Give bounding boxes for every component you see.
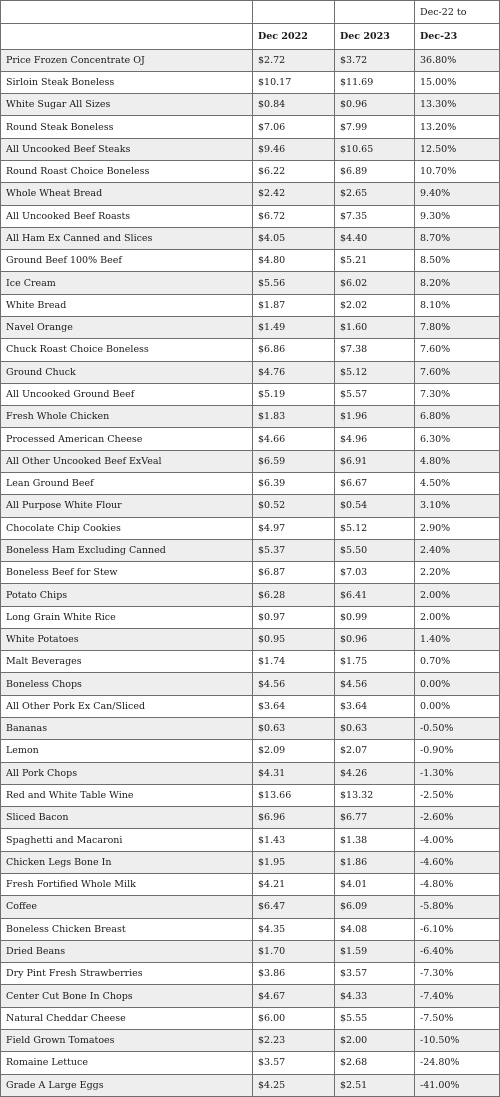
table-row: [1, 740, 500, 762]
percent-change-cell: -1.30%: [415, 762, 500, 784]
item-name-cell: All Purpose White Flour: [1, 495, 253, 517]
dec-2022-price-cell: $0.97: [253, 606, 335, 628]
percent-change-cell: 7.60%: [415, 361, 500, 383]
item-column-header: [1, 24, 253, 49]
dec-2022-price-cell: $6.96: [253, 807, 335, 829]
table-row: [1, 896, 500, 918]
table-row: [1, 495, 500, 517]
item-name-cell: Bananas: [1, 718, 253, 740]
table-row: [1, 250, 500, 272]
dec-2023-price-cell: $6.41: [335, 584, 415, 606]
header-row-top: [1, 1, 500, 24]
item-name-cell: Ground Chuck: [1, 361, 253, 383]
percent-change-cell: 13.20%: [415, 116, 500, 138]
item-name-cell: Lean Ground Beef: [1, 472, 253, 494]
dec-2022-price-cell: $4.35: [253, 918, 335, 940]
percent-change-cell: -4.00%: [415, 829, 500, 851]
table-row: [1, 851, 500, 873]
dec-2022-price-cell: $2.42: [253, 183, 335, 205]
dec-2023-price-cell: $0.54: [335, 495, 415, 517]
dec-2022-price-cell: $6.47: [253, 896, 335, 918]
table-row: [1, 205, 500, 227]
item-name-cell: Processed American Cheese: [1, 428, 253, 450]
percent-change-cell: 8.50%: [415, 250, 500, 272]
percent-change-cell: 9.40%: [415, 183, 500, 205]
table-row: [1, 472, 500, 494]
percent-change-cell: 3.10%: [415, 495, 500, 517]
dec-2022-price-cell: $4.66: [253, 428, 335, 450]
table-row: [1, 339, 500, 361]
header-blank-cell: [253, 1, 335, 24]
percent-change-cell: 2.20%: [415, 562, 500, 584]
dec-2023-price-cell: $7.35: [335, 205, 415, 227]
dec-2022-price-cell: $4.25: [253, 1074, 335, 1096]
dec-2022-price-cell: $10.17: [253, 71, 335, 93]
dec-2023-price-cell: $4.33: [335, 985, 415, 1007]
table-row: [1, 94, 500, 116]
dec-2023-price-cell: $2.51: [335, 1074, 415, 1096]
table-row: [1, 1052, 500, 1074]
dec-2022-price-cell: $1.43: [253, 829, 335, 851]
item-name-cell: White Bread: [1, 294, 253, 316]
table-row: [1, 116, 500, 138]
dec-2023-price-cell: $1.75: [335, 651, 415, 673]
table-row: [1, 1007, 500, 1029]
dec-2022-price-cell: $6.00: [253, 1007, 335, 1029]
percent-change-cell: 8.20%: [415, 272, 500, 294]
dec-2022-price-cell: $3.64: [253, 695, 335, 717]
percent-change-cell: 10.70%: [415, 161, 500, 183]
dec-2022-price-cell: $1.95: [253, 851, 335, 873]
dec-2022-price-cell: $9.46: [253, 138, 335, 160]
dec-2023-price-cell: $6.09: [335, 896, 415, 918]
dec-2022-price-cell: $1.70: [253, 940, 335, 962]
dec-2023-price-cell: $7.38: [335, 339, 415, 361]
dec-2022-price-cell: $1.49: [253, 316, 335, 338]
dec-2022-price-cell: $6.72: [253, 205, 335, 227]
percent-change-cell: 9.30%: [415, 205, 500, 227]
dec-2023-price-cell: $1.86: [335, 851, 415, 873]
dec-2022-price-cell: $4.31: [253, 762, 335, 784]
dec-2023-price-cell: $4.56: [335, 673, 415, 695]
percent-change-cell: -2.50%: [415, 784, 500, 806]
table-row: [1, 874, 500, 896]
dec-2023-price-cell: $5.57: [335, 383, 415, 405]
dec-2022-price-cell: $1.74: [253, 651, 335, 673]
dec-2023-price-cell: $11.69: [335, 71, 415, 93]
dec-2022-price-cell: $3.86: [253, 963, 335, 985]
item-name-cell: Chuck Roast Choice Boneless: [1, 339, 253, 361]
item-name-cell: Fresh Fortified Whole Milk: [1, 874, 253, 896]
percent-change-cell: -6.40%: [415, 940, 500, 962]
table-row: [1, 807, 500, 829]
dec-2022-price-cell: $6.86: [253, 339, 335, 361]
header-blank-cell: [335, 1, 415, 24]
dec-2023-price-cell: $10.65: [335, 138, 415, 160]
item-name-cell: All Uncooked Ground Beef: [1, 383, 253, 405]
dec-2023-price-cell: $2.68: [335, 1052, 415, 1074]
dec-2022-price-cell: $6.22: [253, 161, 335, 183]
dec-2022-price-cell: $1.87: [253, 294, 335, 316]
percent-change-cell: -7.50%: [415, 1007, 500, 1029]
dec-2023-price-cell: $7.99: [335, 116, 415, 138]
dec-2023-price-cell: $1.96: [335, 406, 415, 428]
item-name-cell: Romaine Lettuce: [1, 1052, 253, 1074]
dec-2022-price-cell: $4.67: [253, 985, 335, 1007]
percent-change-cell: 12.50%: [415, 138, 500, 160]
dec-2023-price-cell: $13.32: [335, 784, 415, 806]
percent-change-cell: -0.90%: [415, 740, 500, 762]
item-name-cell: Malt Beverages: [1, 651, 253, 673]
percent-change-cell: 6.30%: [415, 428, 500, 450]
percent-change-cell: 6.80%: [415, 406, 500, 428]
item-name-cell: All Other Pork Ex Can/Sliced: [1, 695, 253, 717]
table-row: [1, 562, 500, 584]
item-name-cell: Round Roast Choice Boneless: [1, 161, 253, 183]
item-name-cell: Spaghetti and Macaroni: [1, 829, 253, 851]
table-row: [1, 784, 500, 806]
dec-2022-price-cell: $2.72: [253, 49, 335, 71]
price-table-body: [1, 1, 500, 1097]
dec-2022-price-cell: $6.87: [253, 562, 335, 584]
dec-2022-price-cell: $0.52: [253, 495, 335, 517]
item-name-cell: All Uncooked Beef Steaks: [1, 138, 253, 160]
dec-2023-price-cell: $2.65: [335, 183, 415, 205]
percent-change-cell: 2.40%: [415, 539, 500, 561]
dec-2023-price-cell: $6.77: [335, 807, 415, 829]
percent-change-cell: -10.50%: [415, 1029, 500, 1051]
dec-2022-price-cell: $3.57: [253, 1052, 335, 1074]
percent-change-cell: 2.90%: [415, 517, 500, 539]
dec-2022-price-cell: $4.05: [253, 227, 335, 249]
dec-2022-price-cell: $4.56: [253, 673, 335, 695]
table-row: [1, 71, 500, 93]
item-name-cell: Boneless Ham Excluding Canned: [1, 539, 253, 561]
table-row: [1, 183, 500, 205]
dec-2023-column-header: Dec 2023: [335, 24, 415, 49]
item-name-cell: Red and White Table Wine: [1, 784, 253, 806]
dec-2023-price-cell: $1.60: [335, 316, 415, 338]
dec-2022-price-cell: $6.28: [253, 584, 335, 606]
dec-2023-price-cell: $0.99: [335, 606, 415, 628]
item-name-cell: Fresh Whole Chicken: [1, 406, 253, 428]
dec-2022-price-cell: $4.21: [253, 874, 335, 896]
item-name-cell: Sirloin Steak Boneless: [1, 71, 253, 93]
item-name-cell: White Potatoes: [1, 628, 253, 650]
table-row: [1, 1029, 500, 1051]
dec-2023-price-cell: $6.67: [335, 472, 415, 494]
table-row: [1, 963, 500, 985]
percent-change-cell: -4.60%: [415, 851, 500, 873]
item-name-cell: Boneless Chicken Breast: [1, 918, 253, 940]
percent-change-cell: -41.00%: [415, 1074, 500, 1096]
dec-2022-price-cell: $5.37: [253, 539, 335, 561]
dec-2023-price-cell: $1.38: [335, 829, 415, 851]
item-name-cell: Dried Beans: [1, 940, 253, 962]
item-name-cell: All Pork Chops: [1, 762, 253, 784]
dec-2023-price-cell: $7.03: [335, 562, 415, 584]
table-row: [1, 428, 500, 450]
item-name-cell: Round Steak Boneless: [1, 116, 253, 138]
dec-2022-price-cell: $4.80: [253, 250, 335, 272]
dec-2023-price-cell: $2.02: [335, 294, 415, 316]
percent-change-cell: 8.70%: [415, 227, 500, 249]
dec-2023-price-cell: $5.12: [335, 361, 415, 383]
table-row: [1, 383, 500, 405]
item-name-cell: Dry Pint Fresh Strawberries: [1, 963, 253, 985]
item-name-cell: Sliced Bacon: [1, 807, 253, 829]
item-name-cell: Potato Chips: [1, 584, 253, 606]
dec-2023-price-cell: $4.08: [335, 918, 415, 940]
table-row: [1, 584, 500, 606]
dec-2023-price-cell: $5.21: [335, 250, 415, 272]
percent-change-cell: -4.80%: [415, 874, 500, 896]
item-name-cell: Boneless Chops: [1, 673, 253, 695]
table-row: [1, 161, 500, 183]
item-name-cell: Center Cut Bone In Chops: [1, 985, 253, 1007]
percent-change-cell: 13.30%: [415, 94, 500, 116]
dec-2023-price-cell: $3.64: [335, 695, 415, 717]
table-row: [1, 361, 500, 383]
percent-change-cell: 0.00%: [415, 673, 500, 695]
dec-2022-price-cell: $5.19: [253, 383, 335, 405]
dec-2022-price-cell: $5.56: [253, 272, 335, 294]
table-row: [1, 138, 500, 160]
table-row: [1, 651, 500, 673]
percent-change-cell: -2.60%: [415, 807, 500, 829]
table-row: [1, 1074, 500, 1096]
dec-2023-price-cell: $4.01: [335, 874, 415, 896]
item-name-cell: Lemon: [1, 740, 253, 762]
table-row: [1, 718, 500, 740]
percent-change-cell: 1.40%: [415, 628, 500, 650]
table-row: [1, 673, 500, 695]
percent-change-cell: 7.60%: [415, 339, 500, 361]
dec-2022-price-cell: $0.63: [253, 718, 335, 740]
table-row: [1, 539, 500, 561]
item-name-cell: Chicken Legs Bone In: [1, 851, 253, 873]
percent-change-cell: 2.00%: [415, 606, 500, 628]
dec-2022-price-cell: $6.59: [253, 450, 335, 472]
percent-change-cell: 7.30%: [415, 383, 500, 405]
dec-2022-price-cell: $0.95: [253, 628, 335, 650]
item-name-cell: Navel Orange: [1, 316, 253, 338]
table-row: [1, 918, 500, 940]
table-row: [1, 762, 500, 784]
item-name-cell: Grade A Large Eggs: [1, 1074, 253, 1096]
percent-change-cell: -0.50%: [415, 718, 500, 740]
dec-2023-price-cell: $5.12: [335, 517, 415, 539]
item-name-cell: Ice Cream: [1, 272, 253, 294]
percent-change-cell: -6.10%: [415, 918, 500, 940]
dec-2022-price-cell: $4.97: [253, 517, 335, 539]
dec-2023-price-cell: $3.72: [335, 49, 415, 71]
table-row: [1, 606, 500, 628]
dec-2022-price-cell: $4.76: [253, 361, 335, 383]
dec-2023-price-cell: $0.96: [335, 628, 415, 650]
change-header-line2: Dec-23: [415, 24, 500, 49]
percent-change-cell: 0.00%: [415, 695, 500, 717]
item-name-cell: All Ham Ex Canned and Slices: [1, 227, 253, 249]
percent-change-cell: 8.10%: [415, 294, 500, 316]
percent-change-cell: -5.80%: [415, 896, 500, 918]
dec-2023-price-cell: $0.63: [335, 718, 415, 740]
percent-change-cell: 36.80%: [415, 49, 500, 71]
table-row: [1, 316, 500, 338]
table-row: [1, 406, 500, 428]
table-row: [1, 517, 500, 539]
item-name-cell: Ground Beef 100% Beef: [1, 250, 253, 272]
table-row: [1, 450, 500, 472]
percent-change-cell: -24.80%: [415, 1052, 500, 1074]
table-row: [1, 628, 500, 650]
percent-change-cell: -7.30%: [415, 963, 500, 985]
item-name-cell: Whole Wheat Bread: [1, 183, 253, 205]
percent-change-cell: 7.80%: [415, 316, 500, 338]
table-row: [1, 695, 500, 717]
dec-2022-price-cell: $2.09: [253, 740, 335, 762]
dec-2023-price-cell: $4.40: [335, 227, 415, 249]
dec-2023-price-cell: $6.02: [335, 272, 415, 294]
dec-2023-price-cell: $2.00: [335, 1029, 415, 1051]
item-name-cell: Boneless Beef for Stew: [1, 562, 253, 584]
header-row-columns: [1, 24, 500, 49]
dec-2023-price-cell: $2.07: [335, 740, 415, 762]
item-name-cell: Chocolate Chip Cookies: [1, 517, 253, 539]
table-row: [1, 227, 500, 249]
dec-2023-price-cell: $4.96: [335, 428, 415, 450]
dec-2023-price-cell: $5.55: [335, 1007, 415, 1029]
percent-change-cell: 0.70%: [415, 651, 500, 673]
item-name-cell: Price Frozen Concentrate OJ: [1, 49, 253, 71]
dec-2022-price-cell: $6.39: [253, 472, 335, 494]
percent-change-cell: 4.80%: [415, 450, 500, 472]
dec-2023-price-cell: $4.26: [335, 762, 415, 784]
percent-change-cell: 4.50%: [415, 472, 500, 494]
dec-2022-price-cell: $2.23: [253, 1029, 335, 1051]
table-row: [1, 294, 500, 316]
header-blank-cell: [1, 1, 253, 24]
dec-2022-price-cell: $0.84: [253, 94, 335, 116]
table-row: [1, 49, 500, 71]
dec-2023-price-cell: $5.50: [335, 539, 415, 561]
item-name-cell: Long Grain White Rice: [1, 606, 253, 628]
dec-2022-price-cell: $13.66: [253, 784, 335, 806]
dec-2022-price-cell: $1.83: [253, 406, 335, 428]
item-name-cell: Field Grown Tomatoes: [1, 1029, 253, 1051]
item-name-cell: White Sugar All Sizes: [1, 94, 253, 116]
table-row: [1, 829, 500, 851]
dec-2022-price-cell: $7.06: [253, 116, 335, 138]
dec-2023-price-cell: $6.89: [335, 161, 415, 183]
dec-2023-price-cell: $3.57: [335, 963, 415, 985]
item-name-cell: All Other Uncooked Beef ExVeal: [1, 450, 253, 472]
percent-change-cell: 2.00%: [415, 584, 500, 606]
item-name-cell: All Uncooked Beef Roasts: [1, 205, 253, 227]
table-row: [1, 272, 500, 294]
table-row: [1, 985, 500, 1007]
item-name-cell: Coffee: [1, 896, 253, 918]
item-name-cell: Natural Cheddar Cheese: [1, 1007, 253, 1029]
dec-2023-price-cell: $6.91: [335, 450, 415, 472]
dec-2023-price-cell: $0.96: [335, 94, 415, 116]
percent-change-cell: -7.40%: [415, 985, 500, 1007]
dec-2022-column-header: Dec 2022: [253, 24, 335, 49]
change-header-line1: Dec-22 to: [415, 1, 500, 24]
table-row: [1, 940, 500, 962]
dec-2023-price-cell: $1.59: [335, 940, 415, 962]
percent-change-cell: 15.00%: [415, 71, 500, 93]
